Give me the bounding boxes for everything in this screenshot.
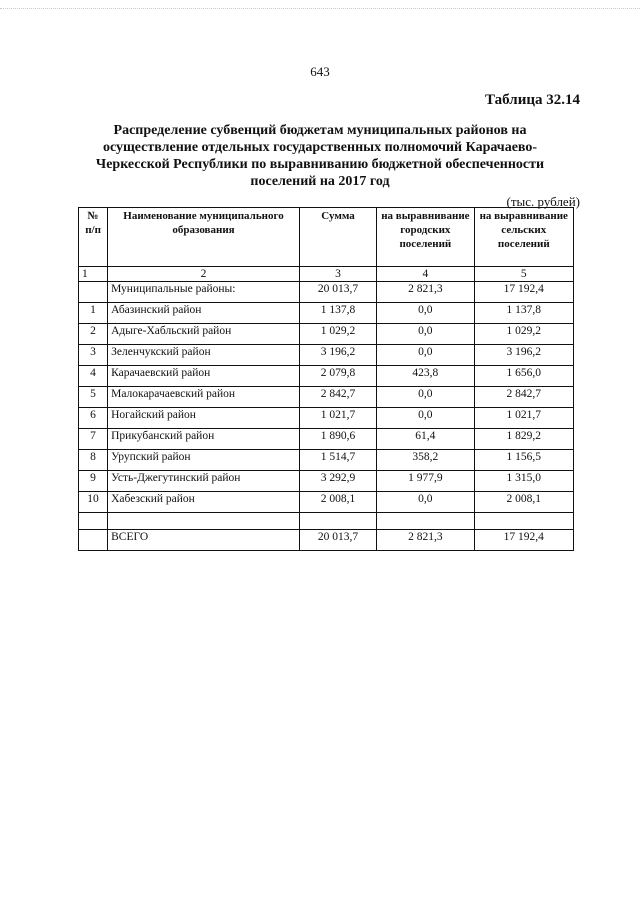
- total-rural: 17 192,4: [474, 530, 573, 551]
- header-name: Наименование муниципального образования: [108, 208, 300, 267]
- row-rural: 1 029,2: [474, 324, 573, 345]
- row-city: 423,8: [377, 366, 474, 387]
- total-label: ВСЕГО: [108, 530, 300, 551]
- row-city: 1 977,9: [377, 471, 474, 492]
- row-rural: 1 656,0: [474, 366, 573, 387]
- row-name: Малокарачаевский район: [108, 387, 300, 408]
- total-city: 2 821,3: [377, 530, 474, 551]
- units-label: (тыс. рублей): [506, 194, 580, 209]
- row-city: 0,0: [377, 303, 474, 324]
- row-sum: 1 029,2: [299, 324, 376, 345]
- row-sum: 1 021,7: [299, 408, 376, 429]
- empty-cell: [108, 513, 300, 530]
- row-number: [79, 282, 108, 303]
- page-number: 643: [310, 64, 330, 79]
- index-cell: 1: [79, 267, 108, 282]
- table-label: Таблица 32.14: [485, 92, 580, 108]
- header-city: на выравнивание городских поселений: [377, 208, 474, 267]
- row-city: 0,0: [377, 492, 474, 513]
- table-row: [79, 471, 574, 492]
- table-row: [79, 450, 574, 471]
- table-header-row: [79, 208, 574, 267]
- row-rural: 1 315,0: [474, 471, 573, 492]
- row-sum: 20 013,7: [299, 282, 376, 303]
- table-row: [79, 324, 574, 345]
- table-row: [79, 345, 574, 366]
- row-rural: 1 137,8: [474, 303, 573, 324]
- row-rural: 1 829,2: [474, 429, 573, 450]
- scan-edge-artifact: [0, 8, 640, 13]
- row-rural: 17 192,4: [474, 282, 573, 303]
- index-cell: 3: [299, 267, 376, 282]
- empty-cell: [377, 513, 474, 530]
- row-city: 358,2: [377, 450, 474, 471]
- row-city: 61,4: [377, 429, 474, 450]
- header-rural: на выравнивание сельских поселений: [474, 208, 573, 267]
- row-name: Адыге-Хабльский район: [108, 324, 300, 345]
- table-row: [79, 387, 574, 408]
- total-row: [79, 530, 574, 551]
- row-city: 0,0: [377, 387, 474, 408]
- table-row: [79, 366, 574, 387]
- row-name: Прикубанский район: [108, 429, 300, 450]
- row-number: 1: [79, 303, 108, 324]
- row-number: 2: [79, 324, 108, 345]
- row-rural: 2 842,7: [474, 387, 573, 408]
- index-cell: 5: [474, 267, 573, 282]
- row-number: [79, 530, 108, 551]
- row-number: 8: [79, 450, 108, 471]
- row-city: 0,0: [377, 324, 474, 345]
- row-number: 7: [79, 429, 108, 450]
- empty-cell: [79, 513, 108, 530]
- table-row: [79, 429, 574, 450]
- row-sum: 2 842,7: [299, 387, 376, 408]
- row-sum: 2 008,1: [299, 492, 376, 513]
- row-name: Ногайский район: [108, 408, 300, 429]
- row-rural: 3 196,2: [474, 345, 573, 366]
- row-number: 5: [79, 387, 108, 408]
- row-number: 6: [79, 408, 108, 429]
- row-rural: 1 156,5: [474, 450, 573, 471]
- row-name: Муниципальные районы:: [108, 282, 300, 303]
- row-name: Карачаевский район: [108, 366, 300, 387]
- row-name: Зеленчукский район: [108, 345, 300, 366]
- summary-row: [79, 282, 574, 303]
- subvention-table: [78, 207, 574, 551]
- row-number: 3: [79, 345, 108, 366]
- row-rural: 2 008,1: [474, 492, 573, 513]
- row-name: Хабезский район: [108, 492, 300, 513]
- table-row: [79, 492, 574, 513]
- row-rural: 1 021,7: [474, 408, 573, 429]
- document-title: Распределение субвенций бюджетам муниципальных районов на осуществление отдельных государственных полномочий Карачаево-Черкесской Республики по выравниванию бюджетной обеспеченности поселений на 2017 год: [95, 123, 545, 189]
- total-sum: 20 013,7: [299, 530, 376, 551]
- row-sum: 3 292,9: [299, 471, 376, 492]
- header-number: № п/п: [79, 208, 108, 267]
- column-index-row: [79, 267, 574, 282]
- row-city: 0,0: [377, 345, 474, 366]
- row-sum: 1 137,8: [299, 303, 376, 324]
- empty-row: [79, 513, 574, 530]
- row-sum: 2 079,8: [299, 366, 376, 387]
- index-cell: 4: [377, 267, 474, 282]
- row-number: 4: [79, 366, 108, 387]
- index-cell: 2: [108, 267, 300, 282]
- row-name: Урупский район: [108, 450, 300, 471]
- row-city: 2 821,3: [377, 282, 474, 303]
- table-row: [79, 303, 574, 324]
- row-number: 10: [79, 492, 108, 513]
- row-sum: 3 196,2: [299, 345, 376, 366]
- row-name: Абазинский район: [108, 303, 300, 324]
- row-name: Усть-Джегутинский район: [108, 471, 300, 492]
- row-sum: 1 890,6: [299, 429, 376, 450]
- table-row: [79, 408, 574, 429]
- empty-cell: [474, 513, 573, 530]
- row-number: 9: [79, 471, 108, 492]
- empty-cell: [299, 513, 376, 530]
- row-city: 0,0: [377, 408, 474, 429]
- header-sum: Сумма: [299, 208, 376, 267]
- row-sum: 1 514,7: [299, 450, 376, 471]
